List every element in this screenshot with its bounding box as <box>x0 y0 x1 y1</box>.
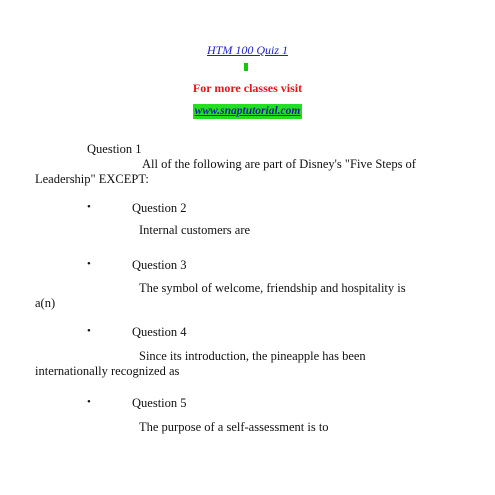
question-2-bullet: • <box>87 201 91 213</box>
question-5-label: Question 5 <box>132 396 187 410</box>
question-5-text-line1: The purpose of a self-assessment is to <box>139 420 329 434</box>
quiz-title-link[interactable]: HTM 100 Quiz 1 <box>206 43 288 57</box>
question-3-label: Question 3 <box>132 258 187 272</box>
question-4-text-line1: Since its introduction, the pineapple has been <box>139 349 366 363</box>
site-link-wrapper <box>0 101 495 119</box>
question-1-text-line1: All of the following are part of Disney's "Five Steps of <box>142 157 416 171</box>
promo-text: For more classes visit <box>192 81 303 95</box>
question-3-bullet: • <box>87 258 91 270</box>
question-2-label: Question 2 <box>132 201 187 215</box>
question-4-bullet: • <box>87 325 91 337</box>
question-5-bullet: • <box>87 396 91 408</box>
question-1-text-line2: Leadership" EXCEPT: <box>35 172 149 186</box>
site-link[interactable]: www.snaptutorial.com <box>194 105 301 117</box>
question-4-label: Question 4 <box>132 325 187 339</box>
question-1-label: Question 1 <box>87 142 142 156</box>
question-2-text-line1: Internal customers are <box>139 223 251 237</box>
question-3-text-line2: a(n) <box>35 296 56 310</box>
question-4-text-line2: internationally recognized as <box>35 364 180 378</box>
question-3-text-line1: The symbol of welcome, friendship and hospitality is <box>139 281 406 295</box>
green-marker <box>244 63 248 71</box>
